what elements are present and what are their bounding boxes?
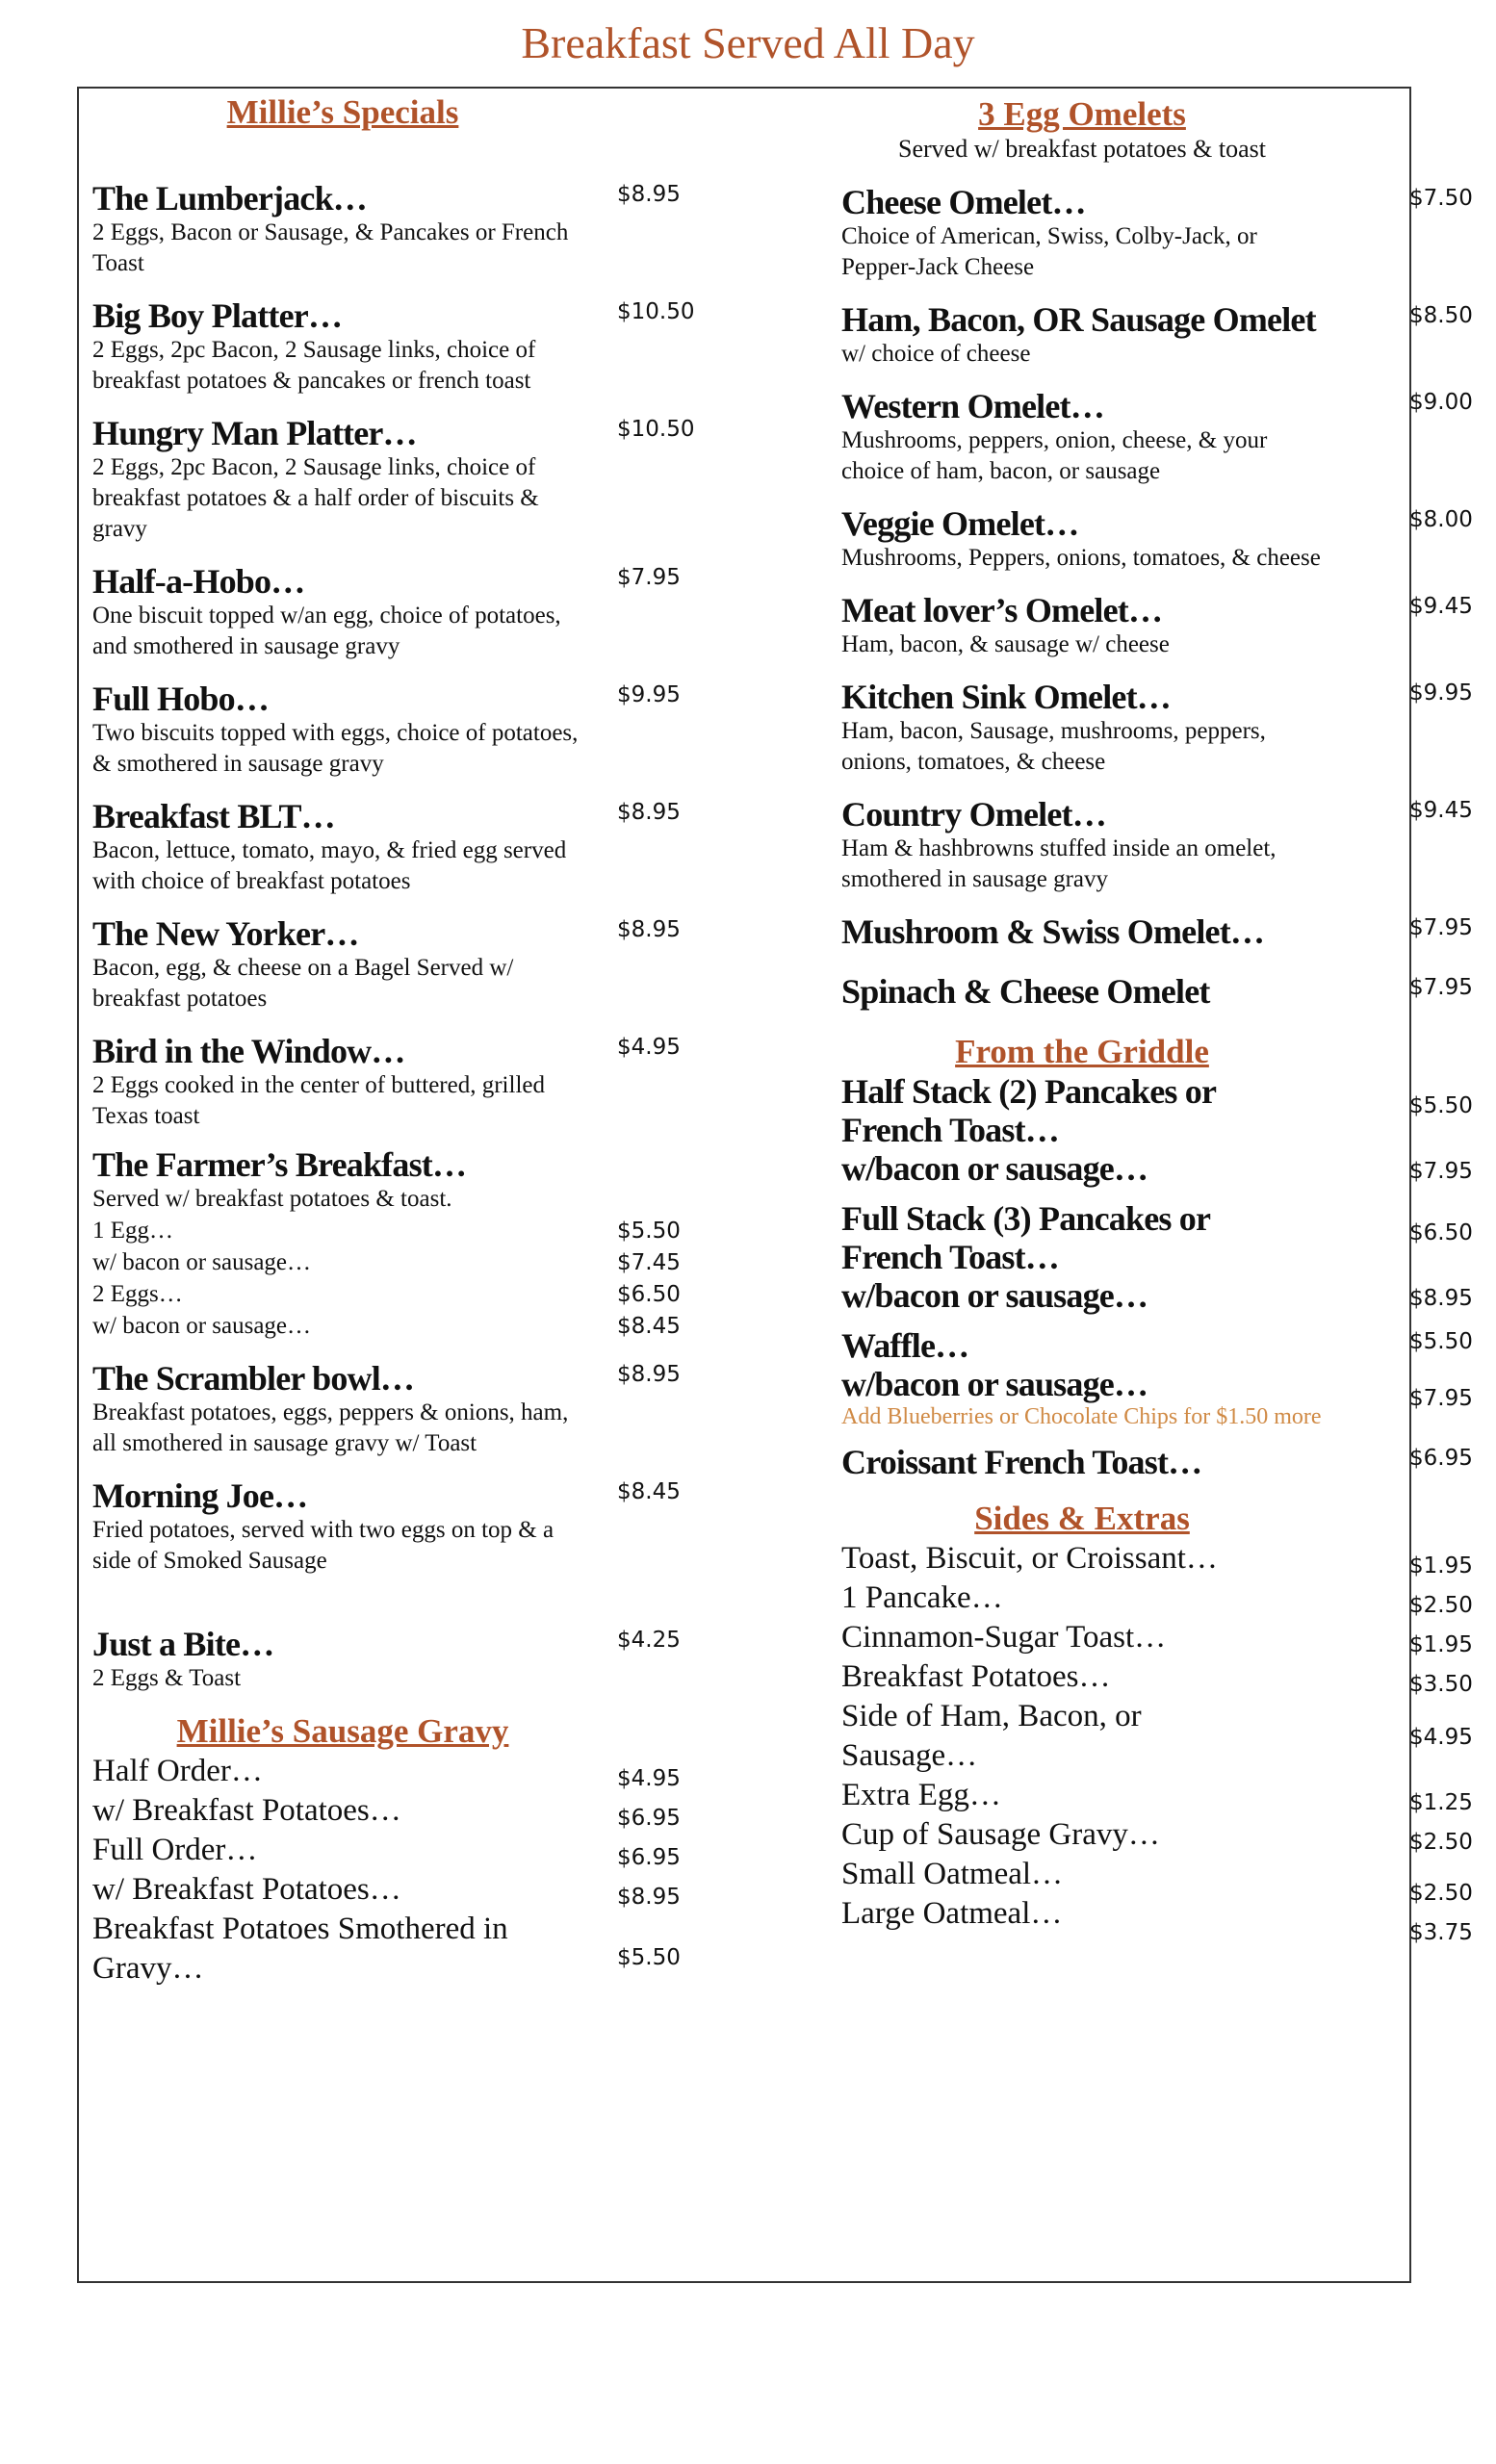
item-description: w/ choice of cheese [841, 341, 1031, 367]
gravy-row [92, 1752, 747, 1791]
addon-price: $8.95 [1409, 1286, 1473, 1311]
item-body [92, 1476, 593, 1577]
item-name: The New Yorker… [92, 914, 359, 953]
item-name: The Scrambler bowl… [92, 1359, 415, 1398]
gravy-list [92, 1752, 747, 1989]
item-price: $8.50 [1409, 303, 1473, 328]
addon-price: $7.95 [1409, 1159, 1473, 1184]
gravy-row [92, 1910, 747, 1989]
row-price: $1.95 [1409, 1632, 1473, 1657]
row-price: $3.75 [1409, 1920, 1473, 1945]
item-body [92, 680, 593, 780]
item-name: Full Stack (3) Pancakes or French Toast… [841, 1199, 1210, 1276]
item-price: $8.95 [617, 182, 681, 207]
left-column [92, 89, 747, 1989]
row-label: 2 Eggs… [92, 1281, 183, 1307]
item-body [92, 1625, 593, 1694]
item-description: Fried potatoes, served with two eggs on top & a side of Smoked Sausage [92, 1517, 555, 1574]
item-name: Kitchen Sink Omelet… [841, 678, 1171, 716]
gravy-row [92, 1831, 747, 1870]
sides-row [841, 1539, 1473, 1578]
item-body [92, 414, 593, 545]
farmers-row [92, 1215, 747, 1246]
section-title-specials: Millie’s Specials [226, 93, 459, 131]
omelet-list [841, 183, 1473, 1011]
item-body [92, 1359, 593, 1459]
sides-row [841, 1894, 1473, 1945]
item-name: The Lumberjack… [92, 179, 368, 218]
item-price: $9.95 [1409, 680, 1473, 706]
item-name: Full Hobo… [92, 680, 270, 718]
sides-row [841, 1855, 1473, 1906]
row-label: Small Oatmeal… [841, 1857, 1064, 1891]
item-name: Spinach & Cheese Omelet [841, 972, 1210, 1011]
menu-item [92, 296, 747, 397]
item-description: Mushrooms, peppers, onion, cheese, & your choice of ham, bacon, or sausage [841, 427, 1268, 484]
specials-list [92, 179, 747, 1132]
item-name: Morning Joe… [92, 1476, 308, 1515]
row-price: $3.50 [1409, 1672, 1473, 1697]
section-title-griddle: From the Griddle [955, 1033, 1209, 1070]
menu-item [92, 1476, 747, 1577]
item-subtitle: Served w/ breakfast potatoes & toast. [92, 1186, 452, 1212]
menu-item [841, 300, 1473, 370]
specials-list-2 [92, 1359, 747, 1694]
item-price: $8.95 [617, 800, 681, 825]
farmers-rows [92, 1215, 747, 1342]
gravy-row [92, 1870, 747, 1910]
row-price: $1.95 [1409, 1553, 1473, 1578]
item-name: Ham, Bacon, OR Sausage Omelet [841, 300, 1316, 339]
item-price: $8.95 [617, 1362, 681, 1387]
section-title-sides: Sides & Extras [974, 1500, 1190, 1537]
item-body [92, 797, 593, 897]
farmers-row [92, 1246, 747, 1278]
menu-item [92, 680, 747, 780]
sides-row [841, 1657, 1473, 1697]
menu-item [841, 591, 1473, 660]
item-body [841, 300, 1323, 370]
item-description: Breakfast potatoes, eggs, peppers & onions, ham, all smothered in sausage gravy w/ Toast [92, 1399, 569, 1456]
item-price: $9.45 [1409, 798, 1473, 823]
item-name: Croissant French Toast… [841, 1443, 1202, 1481]
menu-item [92, 562, 747, 662]
item-body [92, 914, 593, 1014]
item-price: $8.45 [617, 1479, 681, 1504]
item-name: Waffle… [841, 1326, 969, 1365]
menu-item [92, 1625, 747, 1694]
item-description: Ham, bacon, & sausage w/ cheese [841, 631, 1170, 657]
item-body [92, 296, 593, 397]
row-label: Side of Ham, Bacon, or Sausage… [841, 1699, 1142, 1773]
farmers-row [92, 1278, 747, 1310]
row-price: $5.50 [617, 1945, 681, 1970]
item-description: Ham, bacon, Sausage, mushrooms, peppers, onions, tomatoes, & cheese [841, 718, 1266, 775]
griddle-item [841, 1199, 1473, 1315]
item-name: Half-a-Hobo… [92, 562, 305, 601]
item-name: Veggie Omelet… [841, 504, 1079, 543]
item-price: $7.50 [1409, 186, 1473, 211]
item-description: Two biscuits topped with eggs, choice of potatoes, & smothered in sausage gravy [92, 720, 579, 777]
menu-frame [77, 87, 1473, 2283]
sides-list [841, 1539, 1473, 1945]
row-label: w/ bacon or sausage… [92, 1313, 312, 1339]
griddle-item [841, 1326, 1473, 1431]
row-label: Cup of Sausage Gravy… [841, 1817, 1160, 1852]
addon-name: w/bacon or sausage… [841, 1365, 1148, 1403]
row-label: 1 Egg… [92, 1218, 174, 1244]
row-label: Large Oatmeal… [841, 1896, 1063, 1931]
row-label: Breakfast Potatoes Smothered in Gravy… [92, 1912, 508, 1986]
item-body [92, 562, 593, 662]
item-body [841, 591, 1323, 660]
griddle-item [841, 1443, 1473, 1481]
item-description: 2 Eggs, 2pc Bacon, 2 Sausage links, choice of breakfast potatoes & a half order of biscuits & gravy [92, 454, 539, 542]
item-price: $6.50 [1409, 1220, 1473, 1245]
item-price: $4.25 [617, 1628, 681, 1653]
item-body [841, 678, 1323, 778]
menu-item [841, 504, 1473, 574]
sides-row [841, 1815, 1473, 1855]
item-price: $10.50 [617, 299, 695, 324]
menu-item [841, 387, 1473, 487]
menu-item [92, 179, 747, 279]
row-price: $2.50 [1409, 1830, 1473, 1855]
row-price: $8.45 [617, 1314, 681, 1339]
item-name: Hungry Man Platter… [92, 414, 417, 452]
farmers-breakfast [92, 1145, 747, 1342]
item-description: 2 Eggs, 2pc Bacon, 2 Sausage links, choice of breakfast potatoes & pancakes or french toast [92, 337, 536, 394]
item-name: Breakfast BLT… [92, 797, 335, 835]
item-body [841, 504, 1323, 574]
row-price: $5.50 [617, 1219, 681, 1244]
omelets-subtitle: Served w/ breakfast potatoes & toast [898, 135, 1266, 163]
item-price: $7.95 [1409, 915, 1473, 940]
item-price: $4.95 [617, 1035, 681, 1060]
item-description: Bacon, egg, & cheese on a Bagel Served w/ breakfast potatoes [92, 955, 514, 1012]
item-price: $8.00 [1409, 507, 1473, 532]
menu-item [841, 972, 1473, 1011]
item-body [841, 795, 1323, 895]
item-price: $8.95 [617, 917, 681, 942]
right-column [841, 89, 1473, 1945]
row-price: $4.95 [617, 1766, 681, 1791]
menu-item [92, 414, 747, 545]
item-description: 2 Eggs, Bacon or Sausage, & Pancakes or French Toast [92, 219, 569, 276]
row-price: $6.50 [617, 1282, 681, 1307]
sides-row [841, 1578, 1473, 1618]
item-name: Half Stack (2) Pancakes or French Toast… [841, 1072, 1216, 1149]
menu-item [92, 797, 747, 897]
item-description: Mushrooms, Peppers, onions, tomatoes, & cheese [841, 545, 1321, 571]
row-label: w/ Breakfast Potatoes… [92, 1793, 401, 1828]
row-price: $2.50 [1409, 1593, 1473, 1618]
row-label: Cinnamon-Sugar Toast… [841, 1620, 1167, 1655]
item-body [841, 183, 1323, 283]
row-label: 1 Pancake… [841, 1580, 1003, 1615]
section-title-omelets: 3 Egg Omelets [978, 95, 1186, 133]
item-price: $5.50 [1409, 1093, 1473, 1118]
item-price: $10.50 [617, 417, 695, 442]
item-description: 2 Eggs & Toast [92, 1665, 242, 1691]
item-price: $5.50 [1409, 1329, 1473, 1354]
item-name: Western Omelet… [841, 387, 1104, 425]
row-price: $8.95 [617, 1885, 681, 1910]
item-name: Just a Bite… [92, 1625, 274, 1663]
item-name: Big Boy Platter… [92, 296, 343, 335]
item-description: Bacon, lettuce, tomato, mayo, & fried egg served with choice of breakfast potatoes [92, 837, 567, 894]
menu-item [92, 914, 747, 1014]
row-price: $7.45 [617, 1250, 681, 1275]
griddle-item [841, 1072, 1473, 1188]
sides-row [841, 1618, 1473, 1657]
row-price: $1.25 [1409, 1790, 1473, 1815]
gravy-row [92, 1791, 747, 1831]
row-price: $2.50 [1409, 1881, 1473, 1906]
item-description: 2 Eggs cooked in the center of buttered, grilled Texas toast [92, 1072, 545, 1129]
menu-item [841, 912, 1473, 951]
item-description: Ham & hashbrowns stuffed inside an omelet, smothered in sausage gravy [841, 835, 1277, 892]
row-label: w/ Breakfast Potatoes… [92, 1872, 401, 1907]
row-label: Full Order… [92, 1833, 258, 1867]
menu-item [92, 1359, 747, 1459]
row-label: Half Order… [92, 1754, 263, 1788]
sides-row [841, 1697, 1473, 1776]
menu-item [841, 183, 1473, 283]
item-price: $9.95 [617, 682, 681, 707]
item-body [841, 912, 1323, 951]
item-name: Meat lover’s Omelet… [841, 591, 1163, 629]
row-label: Breakfast Potatoes… [841, 1659, 1111, 1694]
section-title-gravy: Millie’s Sausage Gravy [176, 1712, 509, 1750]
addon-name: w/bacon or sausage… [841, 1149, 1148, 1188]
item-price: $7.95 [617, 565, 681, 590]
sides-row [841, 1776, 1473, 1815]
menu-item [841, 678, 1473, 778]
item-description: Choice of American, Swiss, Colby-Jack, or Pepper-Jack Cheese [841, 223, 1257, 280]
row-price: $6.95 [617, 1845, 681, 1870]
item-body [92, 179, 593, 279]
item-body [92, 1032, 593, 1132]
menu-item [841, 795, 1473, 895]
item-name: Mushroom & Swiss Omelet… [841, 912, 1265, 951]
row-label: w/ bacon or sausage… [92, 1249, 312, 1275]
item-price: $6.95 [1409, 1446, 1473, 1471]
menu-item [92, 1032, 747, 1132]
farmers-row [92, 1310, 747, 1342]
item-body [841, 972, 1323, 1011]
row-price: $4.95 [1409, 1725, 1473, 1750]
item-name: The Farmer’s Breakfast… [92, 1145, 467, 1184]
page-title: Breakfast Served All Day [521, 18, 975, 67]
addon-price: $7.95 [1409, 1386, 1473, 1411]
griddle-list [841, 1072, 1473, 1481]
item-price: $9.00 [1409, 390, 1473, 415]
row-price: $6.95 [617, 1806, 681, 1831]
item-body [841, 387, 1323, 487]
item-name: Cheese Omelet… [841, 183, 1086, 221]
item-price: $7.95 [1409, 975, 1473, 1000]
item-price: $9.45 [1409, 594, 1473, 619]
item-description: One biscuit topped w/an egg, choice of potatoes, and smothered in sausage gravy [92, 603, 561, 659]
row-label: Extra Egg… [841, 1778, 1001, 1812]
item-note: Add Blueberries or Chocolate Chips for $1.50 more [841, 1404, 1322, 1429]
addon-name: w/bacon or sausage… [841, 1276, 1148, 1315]
row-label: Toast, Biscuit, or Croissant… [841, 1541, 1218, 1576]
item-name: Country Omelet… [841, 795, 1106, 834]
item-name: Bird in the Window… [92, 1032, 405, 1070]
